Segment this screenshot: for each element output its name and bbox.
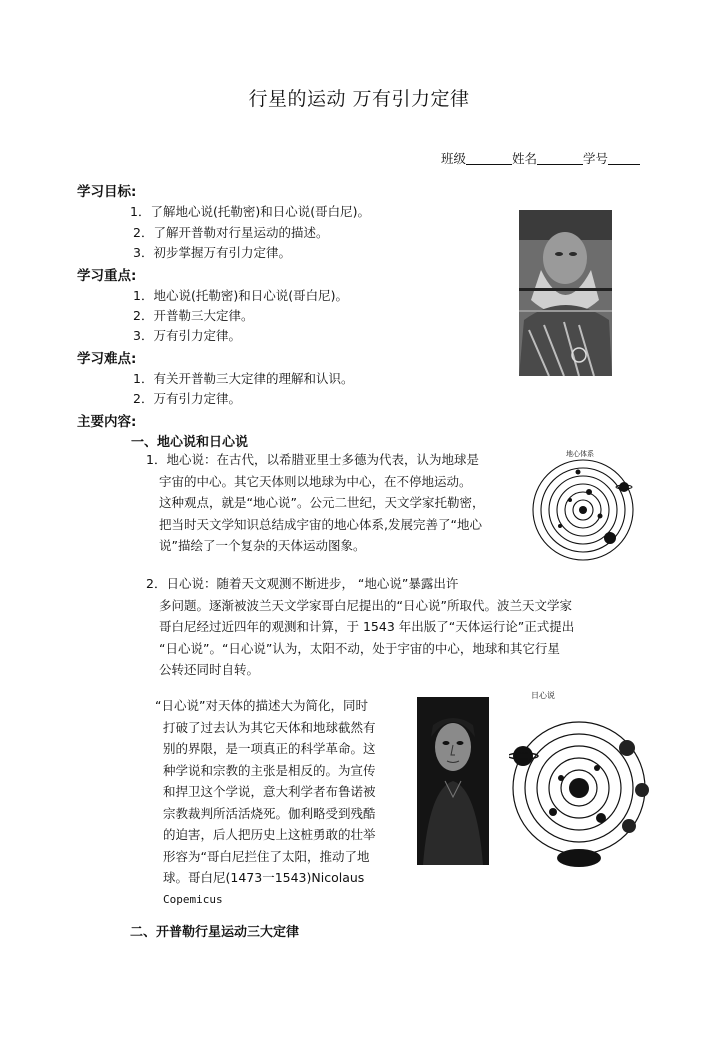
id-blank[interactable] xyxy=(608,152,640,165)
difficulty-item: 1．有关开普勒三大定律的理解和认识。 xyxy=(133,371,354,386)
text-line: 别的界限，是一项真正的科学革命。这 xyxy=(163,741,376,756)
difficulties-heading: 学习难点: xyxy=(77,351,137,367)
text-line: “日心说”。“日心说”认为，太阳不动，处于宇宙的中心，地球和其它行星 xyxy=(159,640,560,656)
section1-title: 一、地心说和日心说 xyxy=(131,435,249,450)
name-label: 姓名 xyxy=(511,151,537,166)
student-info xyxy=(441,149,640,167)
text-line: 宗教裁判所活活烧死。伽利略受到残酷 xyxy=(163,805,376,821)
goal-item: 1．了解地心说(托勒密)和日心说(哥白尼)。 xyxy=(130,204,370,219)
goal-item: 3．初步掌握万有引力定律。 xyxy=(133,245,291,260)
helio-caption: 日心说 xyxy=(531,691,555,700)
text-line: 球。哥白尼(1473一1543)Nicolaus xyxy=(163,870,365,885)
text-line: 说”描绘了一个复杂的天体运动图象。 xyxy=(159,538,366,553)
key-point-item: 3．万有引力定律。 xyxy=(133,328,241,343)
significance-paragraph xyxy=(155,695,376,910)
geocentric-paragraph xyxy=(146,449,484,557)
text-line: 把当时天文学知识总结成宇宙的地心体系,发展完善了“地心 xyxy=(159,516,482,532)
geocentric-diagram xyxy=(528,446,643,564)
copernicus-portrait-image xyxy=(417,697,489,865)
text-line: Copemicus xyxy=(163,892,223,906)
text-line: 形容为“哥白尼拦住了太阳，推动了地 xyxy=(163,848,370,864)
geo-caption: 地心体系 xyxy=(566,450,594,458)
text-line: 多问题。逐渐被波兰天文学家哥白尼提出的“日心说”所取代。波兰天文学家 xyxy=(159,597,572,613)
text-line: “日心说”对天体的描述大为简化，同时 xyxy=(155,698,368,713)
text-line: 种学说和宗教的主张是相反的。为宣传 xyxy=(163,762,376,778)
class-blank[interactable] xyxy=(466,152,512,165)
text-line: 这种观点，就是“地心说”。公元二世纪，天文学家托勒密， xyxy=(159,495,485,510)
text-line: 1．地心说：在古代，以希腊亚里士多德为代表，认为地球是 xyxy=(146,452,479,467)
page-title: 行星的运动 万有引力定律 xyxy=(248,88,470,110)
section2-title: 二、开普勒行星运动三大定律 xyxy=(130,925,300,940)
text-line: 打破了过去认为其它天体和地球截然有 xyxy=(163,719,376,735)
key-point-item: 2．开普勒三大定律。 xyxy=(133,308,254,323)
text-line: 2．日心说：随着天文观测不断进步， “地心说”暴露出许 xyxy=(146,576,459,591)
heliocentric-paragraph xyxy=(146,573,574,681)
name-blank[interactable] xyxy=(537,152,583,165)
text-line: 公转还同时自转。 xyxy=(159,662,260,677)
text-line: 哥白尼经过近四年的观测和计算，于 1543 年出版了“天体运行论”正式提出 xyxy=(159,619,575,634)
goal-item: 2．了解开普勒对行星运动的描述。 xyxy=(133,225,329,240)
main-heading: 主要内容: xyxy=(77,414,137,430)
text-line: 和捍卫这个学说，意大利学者布鲁诺被 xyxy=(163,784,376,799)
text-line: 的迫害，后人把历史上这桩勇敢的壮举 xyxy=(163,827,376,842)
ptolemy-portrait-image xyxy=(519,210,612,376)
class-label: 班级 xyxy=(440,151,466,166)
goals-heading: 学习目标: xyxy=(77,184,137,200)
key-points-heading: 学习重点: xyxy=(77,268,137,284)
difficulty-item: 2．万有引力定律。 xyxy=(133,391,241,406)
heliocentric-diagram xyxy=(509,686,649,868)
id-label: 学号 xyxy=(582,151,608,166)
text-line: 宇宙的中心。其它天体则以地球为中心，在不停地运动。 xyxy=(159,473,472,489)
key-point-item: 1．地心说(托勒密)和日心说(哥白尼)。 xyxy=(133,288,348,303)
